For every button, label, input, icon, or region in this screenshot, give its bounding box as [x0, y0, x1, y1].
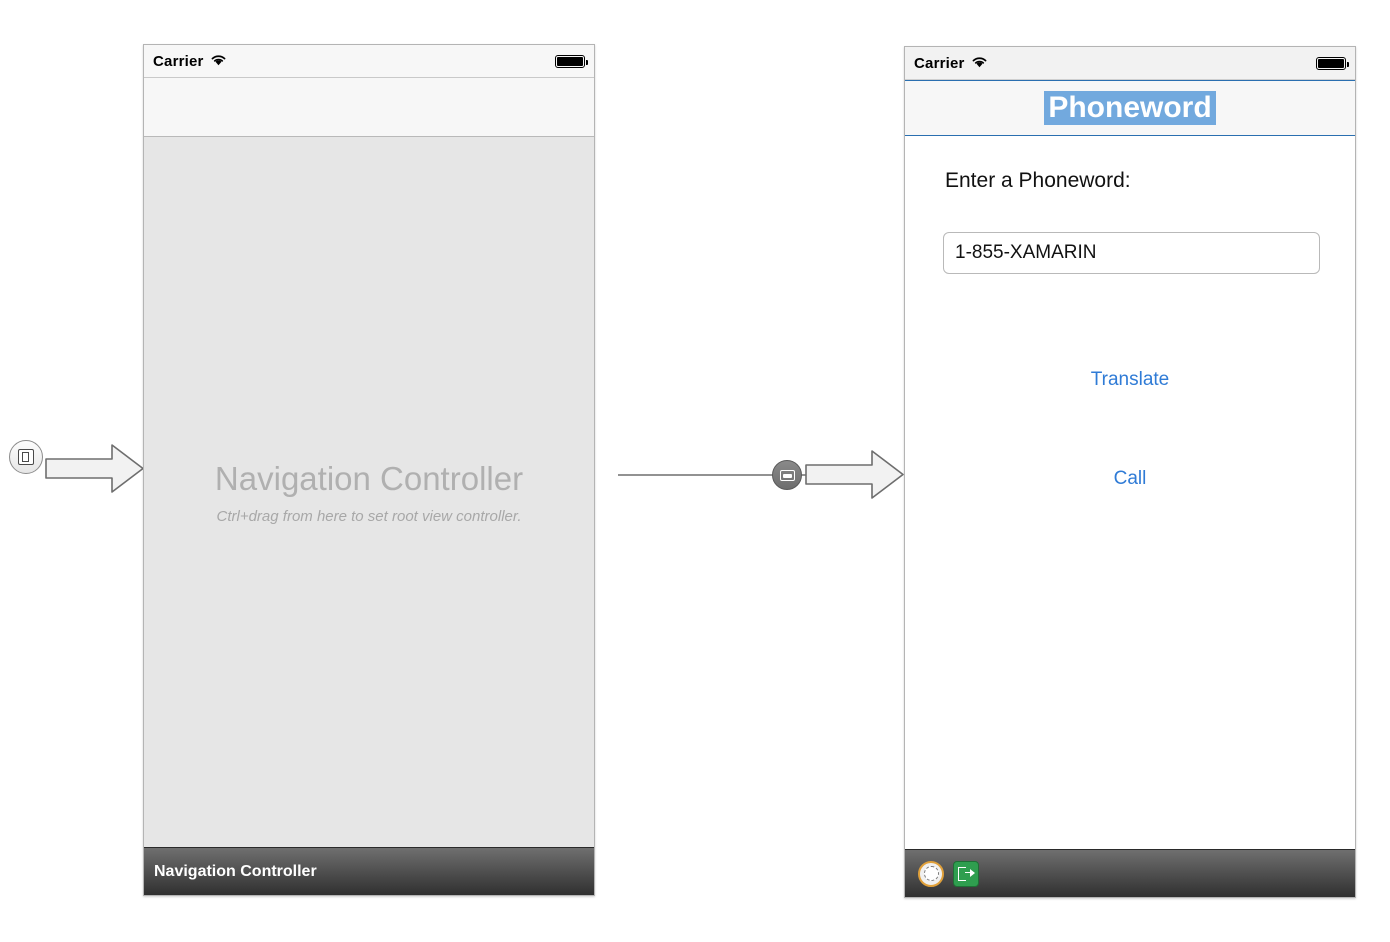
navigation-bar-placeholder: [144, 78, 594, 137]
status-bar-left-group: [153, 53, 227, 70]
exit-icon[interactable]: [953, 861, 979, 887]
phoneword-scene[interactable]: [904, 46, 1356, 898]
view-controller-icon[interactable]: [918, 861, 944, 887]
navigation-controller-placeholder-title: Navigation Controller: [214, 459, 524, 497]
entry-point-arrow: [44, 441, 146, 497]
entry-point-glyph: [18, 449, 34, 465]
relationship-segue-icon[interactable]: [772, 460, 802, 490]
carrier-label: Carrier: [914, 54, 965, 72]
scene-footer-label-left: Navigation Controller: [154, 862, 317, 880]
phoneword-prompt-label: Enter a Phoneword:: [945, 169, 1131, 192]
battery-icon: [555, 55, 585, 68]
relationship-segue-glyph: [780, 470, 795, 481]
navigation-controller-scene[interactable]: [143, 44, 595, 896]
navigation-bar[interactable]: [905, 80, 1355, 136]
relationship-segue-arrow: [616, 447, 906, 503]
phoneword-content: [905, 136, 1355, 849]
navigation-controller-placeholder-hint: Ctrl+drag from here to set root view controller.: [216, 507, 522, 525]
status-bar-left: [144, 45, 594, 78]
navigation-controller-canvas: [144, 137, 594, 847]
call-button[interactable]: Call: [905, 467, 1355, 491]
status-bar-right: [905, 47, 1355, 80]
exit-glyph: [958, 866, 974, 882]
entry-point-icon[interactable]: [9, 440, 43, 474]
exit-arrowhead: [970, 869, 975, 877]
battery-icon: [1316, 57, 1346, 70]
translate-button[interactable]: Translate: [905, 368, 1355, 392]
wifi-icon: [971, 55, 988, 72]
scene-footer-left: [144, 847, 594, 895]
wifi-icon: [210, 53, 227, 70]
scene-footer-right: [905, 849, 1355, 897]
navigation-bar-title[interactable]: Phoneword: [1044, 91, 1215, 126]
carrier-label: Carrier: [153, 52, 204, 70]
view-controller-glyph: [924, 866, 939, 881]
navigation-controller-body: [144, 45, 594, 895]
phoneword-body: [905, 47, 1355, 897]
phoneword-input[interactable]: [943, 232, 1320, 274]
status-bar-right-group: [914, 55, 988, 72]
